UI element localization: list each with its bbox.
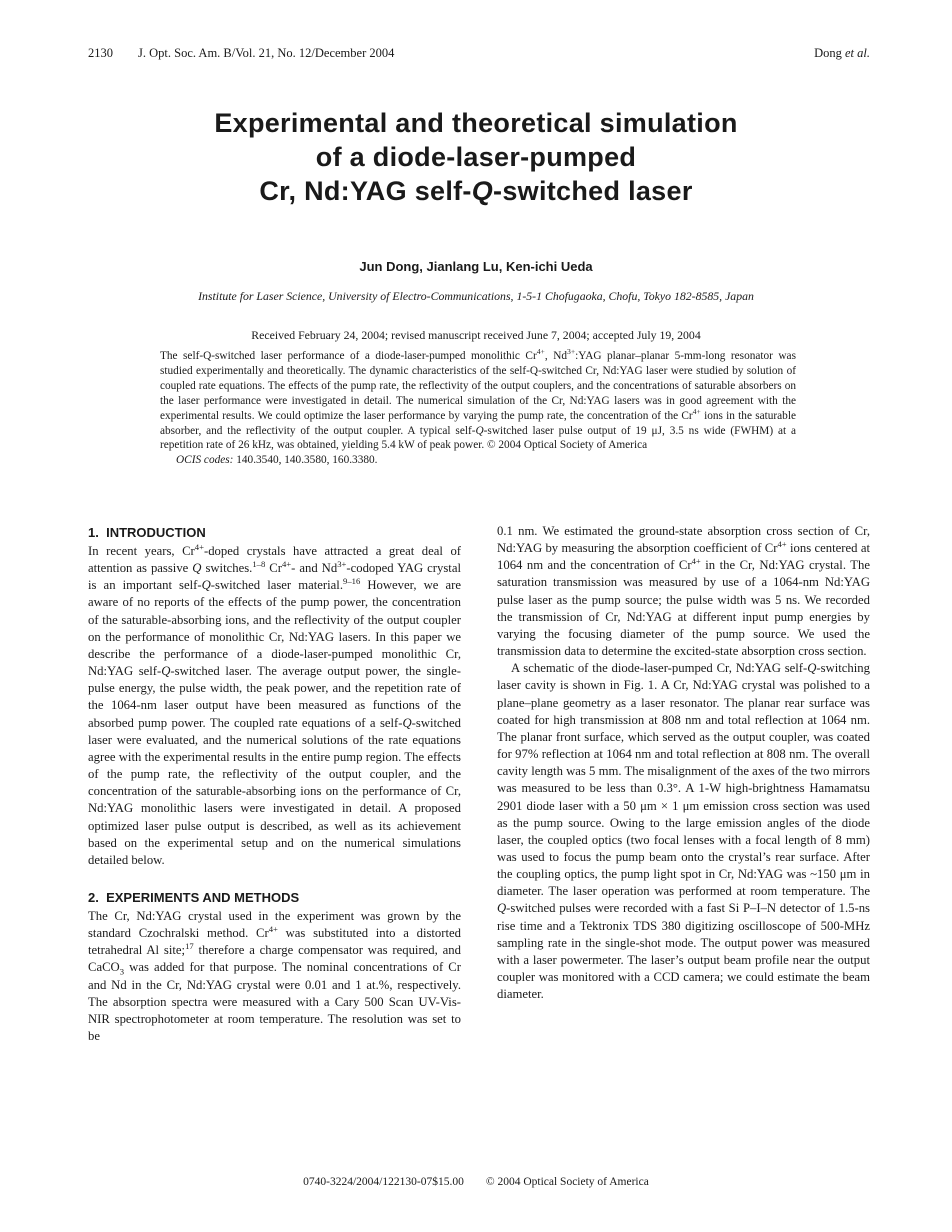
section-heading-introduction: 1. INTRODUCTION <box>88 525 206 540</box>
absorption-paragraph: 0.1 nm. We estimated the ground-state absorption cross section of Cr, Nd:YAG by measuring the absorption coefficient of $Cr^{4+}$ ions centered at 1064 nm and the concentration of $Cr^{4+}$ in the Cr, Nd:YAG crystal. The saturation transmission was measured by use of a 1064-nm Nd:YAG pulse laser as the pump source; the pulse width was 5 ns. We recorded the transmission of Cr, Nd:YAG at different input pump energies by varying the focusing diameter of the pump source. We used the transmission data to determine the excited-state absorption cross section. <box>497 524 870 659</box>
copyright: © 2004 Optical Society of America <box>485 1176 649 1188</box>
affiliation: Institute for Laser Science, University of Electro-Communications, 1-5-1 Chofugaoka, Chofu, Tokyo 182-8585, Japan <box>198 289 754 303</box>
title-line-3: Cr, Nd:YAG self-Q-switched laser <box>259 176 693 206</box>
page-footer <box>0 1176 952 1188</box>
title-line-1: Experimental and theoretical simulation <box>214 108 738 138</box>
section-heading-experiments: 2. EXPERIMENTS AND METHODS <box>88 889 300 905</box>
article-code: 0740-3224/2004/122130-07$15.00 <box>303 1176 464 1188</box>
abstract-body: The self-Q-switched laser performance of a diode-laser-pumped monolithic $Cr^{4+}$, $Nd^{3+}:YAG$ planar–planar 5-mm-long resonator was studied experimentally and theoretically. The dynamic characteristics of the self-Q-switched Cr, Nd:YAG laser were studied by solution of coupled rate equations. The effects of the pump rate, the reflectivity of the output couplers, and the concentrations of saturable absorbers on the laser performance were investigated in detail. The numerical simulation of the Cr, Nd:YAG lasers was in good agreement with the experimental results. We could optimize the laser performance by varying the pump rate, the concentration of the $Cr^{4+}$ ions in the saturable absorber, and the reflectivity of the output coupler. A typical self-Q-switched laser pulse output of 19 μJ, 3.5 ns wide (FWHM) at a repetition rate of 26 kHz, was obtained, yielding 5.4 kW of peak power. © 2004 Optical Society of America <box>160 347 796 452</box>
title-line-2: of a diode-laser-pumped <box>315 142 637 172</box>
journal-citation: J. Opt. Soc. Am. B/Vol. 21, No. 12/December 2004 <box>138 46 395 60</box>
abstract <box>160 349 796 468</box>
received-dates: Received February 24, 2004; revised manuscript received June 7, 2004; accepted July 19, 2004 <box>251 328 701 342</box>
running-header <box>88 46 870 64</box>
page-number: 2130 <box>88 46 113 60</box>
cavity-paragraph: A schematic of the diode-laser-pumped Cr, Nd:YAG self-Q-switching laser cavity is shown in Fig. 1. A Cr, Nd:YAG crystal was polished to a plane–plane geometry as a laser resonator. The planar rear surface was coated for high transmission at 808 nm and total reflection at 1064 nm. The planar front surface, which served as the output coupler, was coated for 97% reflection at 1064 nm and total reflection at 808 nm. The overall cavity length was 5 mm. The misalignment of the axes of the two mirrors was measured to be less than 0.3°. A 1-W high-brightness Hamamatsu 2901 diode laser with a 50 μm × 1 μm emission cross section was used as the pump source. Owing to the large emission angles of the diode laser, the coupled optics (two focal lenses with a focal length of 8 mm) was used to focus the pump beam onto the crystal’s rear surface. After the coupling optics, the pump light spot in Cr, Nd:YAG was ~150 μm in diameter. The laser operation was performed at room temperature. The Q-switched pulses were recorded with a fast Si P–I–N detector of 1.5-ns rise time and a Tektronix TDS 380 digitizing oscilloscope of 500-MHz sampling rate in the single-shot mode. The output power was measured with a laser powermeter. The laser’s output beam profile near the output coupler was monitored with a CCD camera; we could estimate the beam diameter. <box>497 661 870 1002</box>
ocis-codes: OCIS codes: 140.3540, 140.3580, 160.3380. <box>176 454 378 467</box>
experiments-paragraph: The Cr, Nd:YAG crystal used in the experiment was grown by the standard Czochralski method. $Cr^{4+}$ was substituted into a distorted tetrahedral Al site;$^{17}$ therefore a charge compensator was required, and CaCO$_3$ was added for that purpose. The nominal concentrations of Cr and Nd in the Cr, Nd:YAG crystal were 0.01 and 1 at.%, respectively. The absorption spectra were measured with a Cary 500 Scan UV-Vis-NIR spectrophotometer at room temperature. The resolution was set to be <box>88 908 461 1044</box>
introduction-paragraph: In recent years, $Cr^{4+}$-doped crystals have attracted a great deal of attention as passive Q switches.$^{1-8}$ $Cr^{4+}-$ and $Nd^{3+}$-codoped YAG crystal is an important self-Q-switched laser material.$^{9-16}$ However, we are aware of no reports of the effects of the pump power, the concentration of the saturable-absorbing ions, and the reflectivity of the output coupler on the performance of monolithic Cr, Nd:YAG lasers. In this paper we describe the performance of a diode-laser-pumped monolithic Cr, Nd:YAG self-Q-switched laser. The average output power, the single-pulse energy, the pulse width, the peak power, and the repetition rate of the 1064-nm laser output have been measured as functions of the absorbed pump power. The coupled rate equations of a self-Q-switched laser were evaluated, and the numerical solutions of the rate equations agree with the experimental results in the entire pump region. The effects of the pump rate, the reflectivity of the output coupler, and the concentration of the saturable-absorbing ions on the performance of Cr, Nd:YAG monolithic lasers were investigated in detail. A proposed optimized laser pulse output is described, as well as its achievement based on the experimental setup and on the numerical simulations detailed below. <box>88 541 462 867</box>
right-column <box>497 523 870 1003</box>
left-column <box>88 522 461 1045</box>
article-title <box>120 106 832 208</box>
running-head-authors: Dong et al. <box>814 46 870 60</box>
author-list: Jun Dong, Jianlang Lu, Ken-ichi Ueda <box>359 259 593 274</box>
